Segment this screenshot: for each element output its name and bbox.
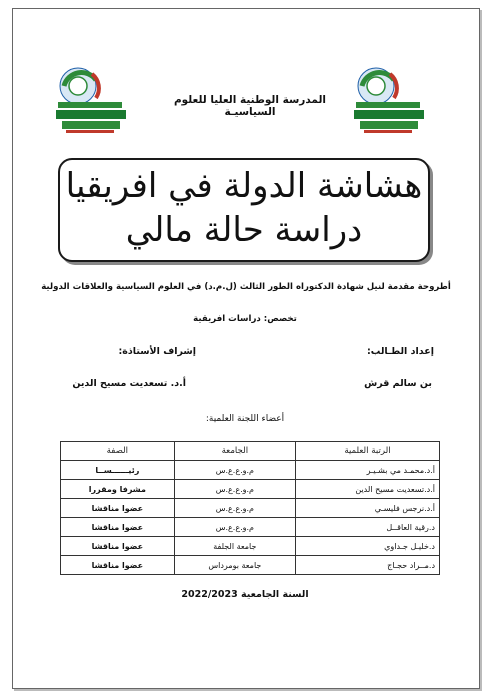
supervisor-label: إشراف الأستاذة: xyxy=(118,346,196,357)
member-university: م.و.ع.ع.س xyxy=(174,499,295,518)
table-row xyxy=(61,461,440,480)
member-role: مشرفا ومقررا xyxy=(61,480,175,499)
speciality: تخصص: دراسات افريقية xyxy=(193,314,297,324)
member-rank: أ.د.تسعديت مسيح الدين xyxy=(295,480,439,499)
school-name: المدرسة الوطنية العليا للعلوم السياسيـة xyxy=(173,94,326,118)
member-rank: د.رقية العاقــل xyxy=(295,518,439,537)
member-university: جامعة الجلفة xyxy=(174,537,295,556)
member-university: م.و.ع.ع.س xyxy=(174,480,295,499)
member-rank: أ.د.نرجس فليسـي xyxy=(295,499,439,518)
member-university: م.و.ع.ع.س xyxy=(174,461,295,480)
header-university: الجامعة xyxy=(174,442,295,461)
academic-year: السنة الجامعية 2022/2023 xyxy=(181,589,309,600)
committee-header-row xyxy=(61,442,440,461)
committee-table xyxy=(60,441,440,575)
table-row xyxy=(61,518,440,537)
thesis-title-line1: هشاشة الدولة في افريقيا xyxy=(65,166,423,206)
committee-title: أعضاء اللجنة العلمية: xyxy=(205,414,285,424)
member-role: عضوا مناقشا xyxy=(61,518,175,537)
member-role: عضوا مناقشا xyxy=(61,499,175,518)
title-box xyxy=(58,158,430,262)
member-rank: أ.د.محمـد مي بشـيـر xyxy=(295,461,439,480)
school-logo-left xyxy=(48,58,130,136)
table-row xyxy=(61,537,440,556)
member-role: عضوا مناقشا xyxy=(61,556,175,575)
table-row xyxy=(61,480,440,499)
student-name: بن سالم قرش xyxy=(364,378,432,389)
member-rank: د.مــراد حجـاج xyxy=(295,556,439,575)
student-label: إعداد الطـالب: xyxy=(367,346,434,357)
member-role: رئيــــــســا xyxy=(61,461,175,480)
member-role: عضوا مناقشا xyxy=(61,537,175,556)
header-role: الصفة xyxy=(61,442,175,461)
member-rank: د.خليـل جـداوي xyxy=(295,537,439,556)
supervisor-name: أ.د. تسعديت مسيح الدين xyxy=(72,378,186,389)
header-rank: الرتبة العلمية xyxy=(295,442,439,461)
thesis-title-line2: دراسة حالة مالي xyxy=(125,210,363,250)
member-university: جامعة بومرداس xyxy=(174,556,295,575)
table-row xyxy=(61,556,440,575)
member-university: م.و.ع.ع.س xyxy=(174,518,295,537)
thesis-description: أطروحة مقدمة لنيل شهادة الدكتوراه الطور الثالث (ل.م.د) في العلوم السياسية والعلاقات الدولية xyxy=(41,282,451,292)
table-row xyxy=(61,499,440,518)
school-logo-right xyxy=(346,58,428,136)
